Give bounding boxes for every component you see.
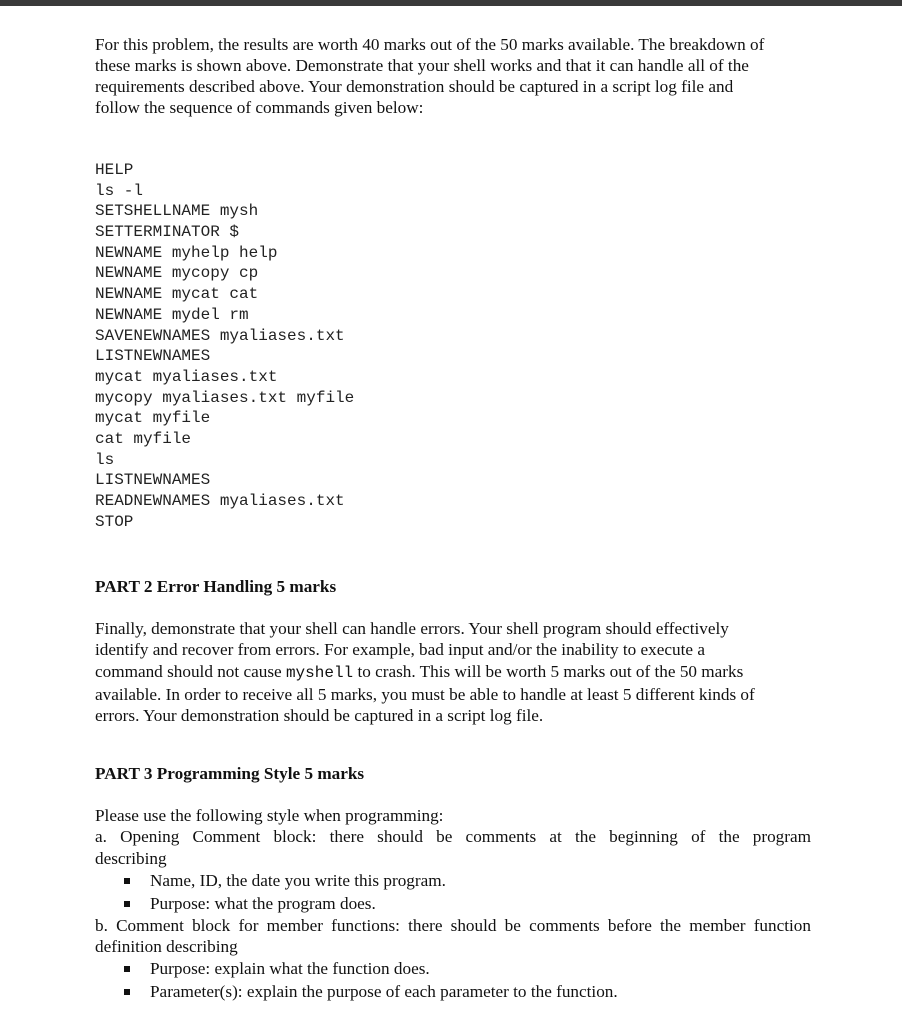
intro-paragraph: [95, 34, 811, 118]
command-line: SETTERMINATOR $: [95, 223, 240, 242]
bullet-square-icon: [124, 901, 130, 907]
bullet-square-icon: [124, 989, 130, 995]
part2-line3-end: to crash. This will be worth 5 marks out of the 50 marks: [353, 661, 744, 681]
part2-line: Finally, demonstrate that your shell can handle errors. Your shell program should effectively: [95, 619, 729, 638]
part2-line: errors. Your demonstration should be captured in a script log file.: [95, 706, 544, 726]
part3-a-bullets: [95, 869, 811, 915]
command-line: READNEWNAMES myaliases.txt: [95, 492, 345, 510]
part2-line: identify and recover from errors. For example, bad input and/or the inability to execute a: [95, 640, 705, 660]
part3-b-bullets: [95, 957, 811, 1003]
part2-line3-start: command should not cause: [95, 661, 286, 681]
intro-line: requirements described above. Your demonstration should be captured in a script log file and: [95, 77, 734, 96]
viewer-top-bar: [0, 0, 902, 6]
command-line: LISTNEWNAMES: [95, 347, 211, 366]
command-line: cat myfile: [95, 429, 192, 448]
list-item-text: Parameter(s): explain the purpose of each parameter to the function.: [150, 982, 618, 1002]
command-line: LISTNEWNAMES: [95, 471, 211, 490]
command-sequence: [95, 160, 354, 532]
intro-line: these marks is shown above. Demonstrate that your shell works and that it can handle all of the: [95, 56, 749, 75]
bullet-square-icon: [124, 966, 130, 972]
part3-intro: Please use the following style when programming:: [95, 806, 444, 825]
intro-line: For this problem, the results are worth 40 marks out of the 50 marks available. The breakdown of: [95, 35, 765, 54]
command-line: ls -l: [95, 181, 144, 200]
command-line: STOP: [95, 512, 134, 531]
intro-line: follow the sequence of commands given below:: [95, 98, 424, 117]
part2-line: available. In order to receive all 5 marks, you must be able to handle at least 5 different kinds of: [95, 684, 755, 704]
part3-b-line: b. Comment block for member functions: there should be comments before the member function: [95, 915, 811, 935]
command-line: mycat myaliases.txt: [95, 367, 278, 386]
command-line: NEWNAME mycat cat: [95, 285, 259, 304]
part2-heading: PART 2 Error Handling 5 marks: [95, 577, 337, 596]
command-line: SAVENEWNAMES myaliases.txt: [95, 326, 345, 345]
list-item-text: Name, ID, the date you write this program.: [150, 870, 446, 890]
part3-b-line: definition describing: [95, 937, 238, 957]
command-line: mycopy myaliases.txt myfile: [95, 388, 355, 407]
list-item: [95, 869, 811, 892]
list-item: [95, 892, 811, 915]
command-line: NEWNAME mycopy cp: [95, 264, 259, 283]
command-line: SETSHELLNAME mysh: [95, 202, 259, 221]
bullet-square-icon: [124, 878, 130, 884]
myshell-code: myshell: [285, 663, 354, 682]
command-line: HELP: [95, 161, 134, 179]
list-item: [95, 957, 811, 980]
part2-paragraph: [95, 618, 811, 726]
command-line: NEWNAME myhelp help: [95, 243, 278, 262]
part3-content: [95, 805, 811, 1003]
list-item-text: Purpose: what the program does.: [150, 893, 376, 913]
part2-line: [95, 661, 811, 684]
command-line: mycat myfile: [95, 409, 211, 428]
list-item-text: Purpose: explain what the function does.: [150, 959, 430, 979]
command-line: NEWNAME mydel rm: [95, 305, 249, 324]
part3-a-line: describing: [95, 848, 167, 868]
list-item: [95, 980, 811, 1003]
part3-a-line: a. Opening Comment block: there should be comments at the beginning of the program: [95, 827, 811, 847]
part3-heading: PART 3 Programming Style 5 marks: [95, 764, 365, 783]
command-line: ls: [95, 450, 115, 469]
